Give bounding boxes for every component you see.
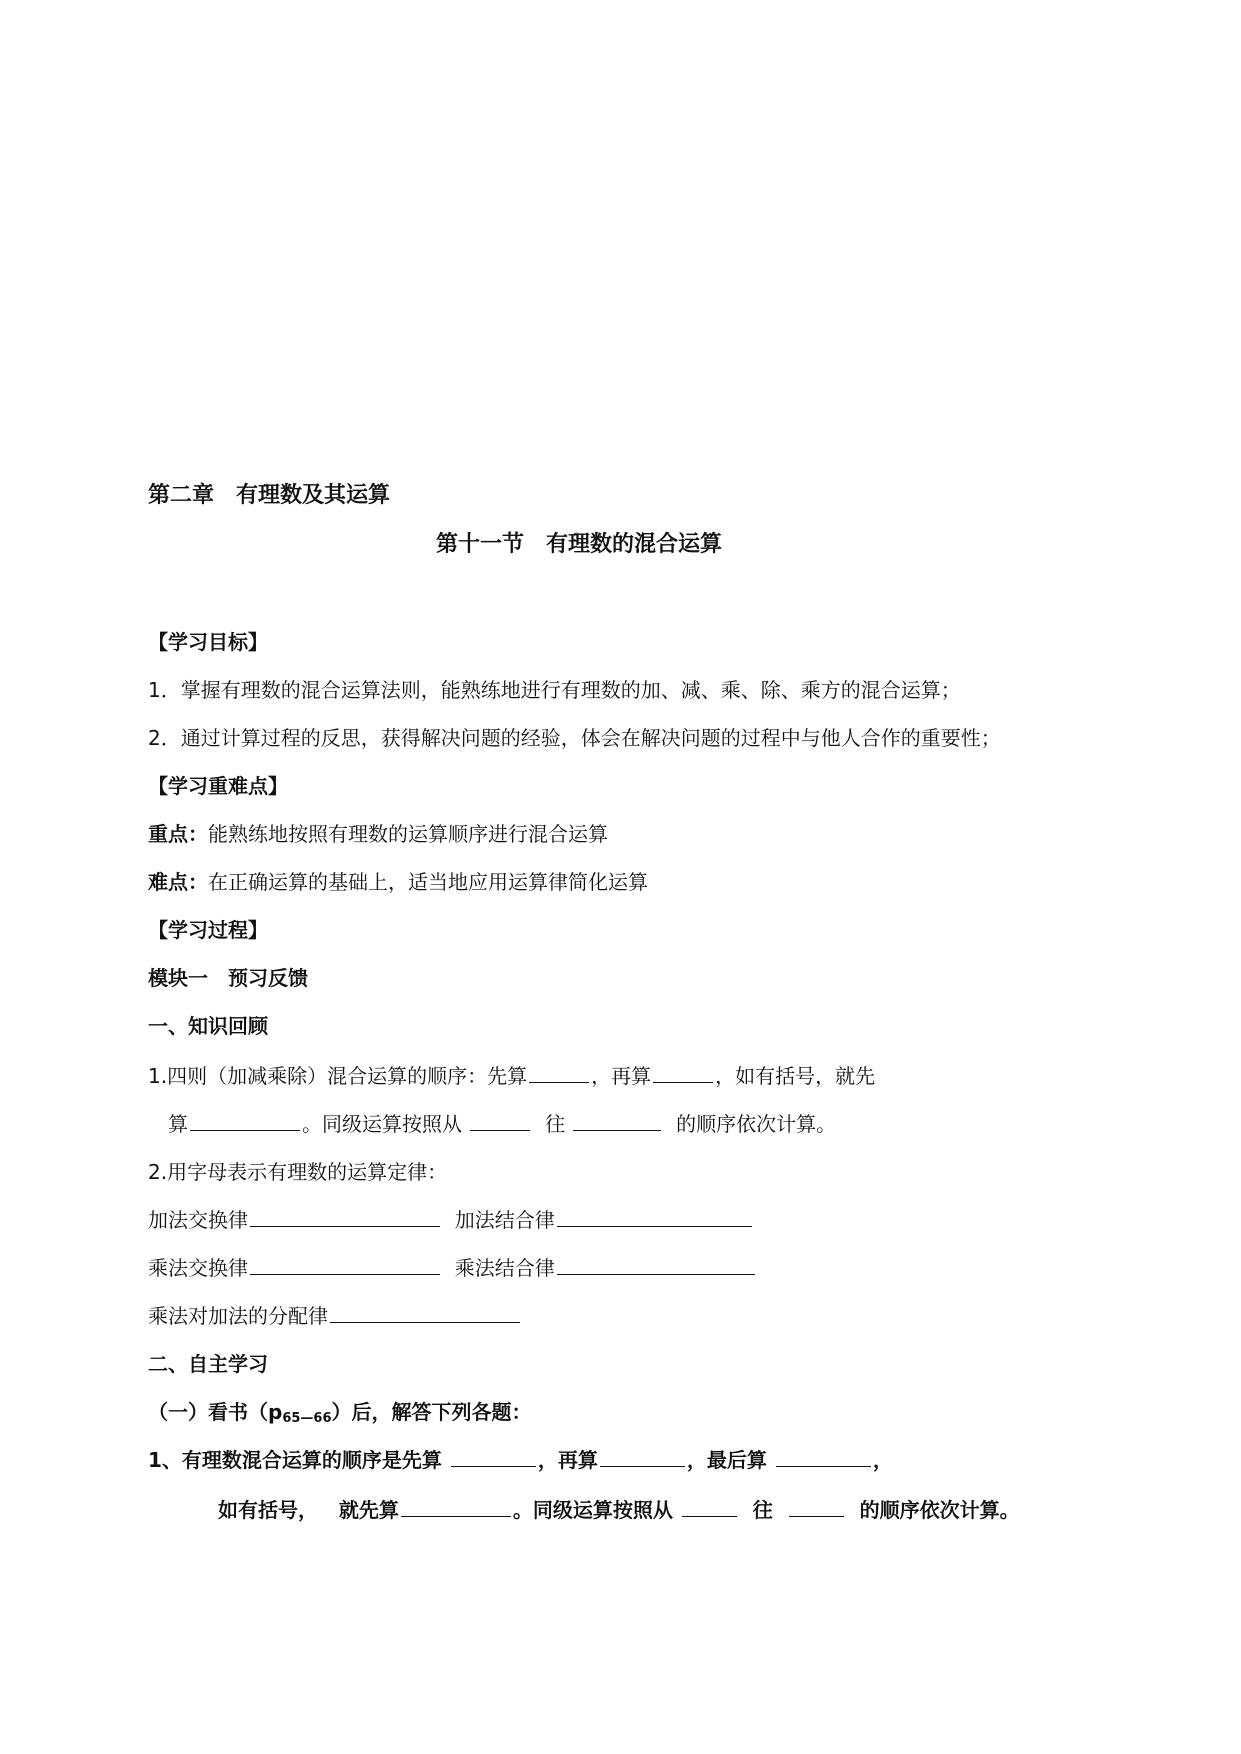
- mul-comm-blank[interactable]: [250, 1254, 440, 1275]
- part2-title: 二、自主学习: [148, 1352, 268, 1376]
- difficulty-line: [148, 868, 648, 896]
- section-title: 第十一节 有理数的混合运算: [436, 532, 723, 557]
- subsection-1: [148, 1398, 532, 1433]
- s1-text-d: ，: [872, 1448, 893, 1472]
- q1-text-c: ，如有括号，就先: [715, 1064, 876, 1088]
- q1-text-g: 的顺序依次计算。: [676, 1112, 837, 1136]
- s1-text-h: 往: [752, 1498, 773, 1522]
- question-1-line-a: [148, 1062, 875, 1090]
- q1-text-f: 往: [545, 1112, 566, 1136]
- q1-blank-4[interactable]: [470, 1110, 530, 1131]
- s1-text-f: 就先算: [338, 1498, 399, 1522]
- distrib-blank[interactable]: [330, 1302, 520, 1323]
- module-title: 模块一 预习反馈: [148, 966, 308, 990]
- q1-blank-2[interactable]: [653, 1062, 713, 1083]
- focus-label: 重点：: [148, 822, 208, 846]
- mul-assoc-label: 乘法结合律: [454, 1256, 555, 1280]
- q1-text-e: 。同级运算按照从: [302, 1112, 462, 1136]
- objectives-heading: 【学习目标】: [148, 630, 268, 654]
- distrib-label: 乘法对加法的分配律: [148, 1304, 328, 1328]
- s1-text-a: 1、有理数混合运算的顺序是先算: [148, 1448, 442, 1472]
- q1-text-a: 1.四则（加减乘除）混合运算的顺序：先算: [148, 1064, 528, 1088]
- chapter-title: 第二章 有理数及其运算: [148, 483, 391, 508]
- multiplication-laws-line: [148, 1254, 757, 1282]
- difficulty-text: 在正确运算的基础上，适当地应用运算律简化运算: [208, 870, 648, 894]
- add-assoc-label: 加法结合律: [454, 1208, 555, 1232]
- sub1-page-range: 65—66: [282, 1411, 332, 1426]
- s1-text-b: ，再算: [537, 1448, 598, 1472]
- part1-title: 一、知识回顾: [148, 1014, 268, 1038]
- s1-blank-1[interactable]: [451, 1446, 536, 1467]
- q1-blank-3[interactable]: [190, 1110, 300, 1131]
- objective-item-2: 2．通过计算过程的反思，获得解决问题的经验，体会在解决问题的过程中与他人合作的重要性；: [148, 726, 1001, 750]
- distributive-law-line: [148, 1302, 522, 1330]
- mul-comm-label: 乘法交换律: [148, 1256, 248, 1280]
- question-2: 2.用字母表示有理数的运算定律：: [148, 1160, 448, 1184]
- s1-text-c: ，最后算: [686, 1448, 767, 1472]
- self-study-q1-line-a: [148, 1446, 893, 1474]
- s1-blank-3[interactable]: [776, 1446, 871, 1467]
- addition-laws-line: [148, 1206, 754, 1234]
- focus-line: [148, 820, 608, 848]
- s1-text-g: 。同级运算按照从: [512, 1498, 673, 1522]
- q1-blank-5[interactable]: [573, 1110, 661, 1131]
- objective-item-1: 1．掌握有理数的混合运算法则，能熟练地进行有理数的加、减、乘、除、乘方的混合运算；: [148, 678, 961, 702]
- s1-text-e: 如有括号，: [218, 1498, 318, 1522]
- process-heading: 【学习过程】: [148, 918, 268, 942]
- key-points-heading: 【学习重难点】: [148, 774, 288, 798]
- s1-blank-2[interactable]: [600, 1446, 685, 1467]
- add-comm-blank[interactable]: [250, 1206, 440, 1227]
- s1-blank-6[interactable]: [789, 1496, 844, 1517]
- q1-text-d: 算: [168, 1112, 188, 1136]
- mul-assoc-blank[interactable]: [557, 1254, 755, 1275]
- sub1-text-a: （一）看书（p: [148, 1400, 283, 1424]
- add-comm-label: 加法交换律: [148, 1208, 248, 1232]
- focus-text: 能熟练地按照有理数的运算顺序进行混合运算: [208, 822, 608, 846]
- question-1-line-b: [168, 1110, 836, 1138]
- sub1-text-b: ）后，解答下列各题：: [331, 1400, 532, 1424]
- s1-blank-4[interactable]: [401, 1496, 511, 1517]
- add-assoc-blank[interactable]: [557, 1206, 752, 1227]
- s1-text-i: 的顺序依次计算。: [859, 1498, 1020, 1522]
- s1-blank-5[interactable]: [682, 1496, 737, 1517]
- q1-text-b: ，再算: [591, 1064, 652, 1088]
- q1-blank-1[interactable]: [529, 1062, 589, 1083]
- difficulty-label: 难点：: [148, 870, 208, 894]
- self-study-q1-line-b: [218, 1496, 1020, 1524]
